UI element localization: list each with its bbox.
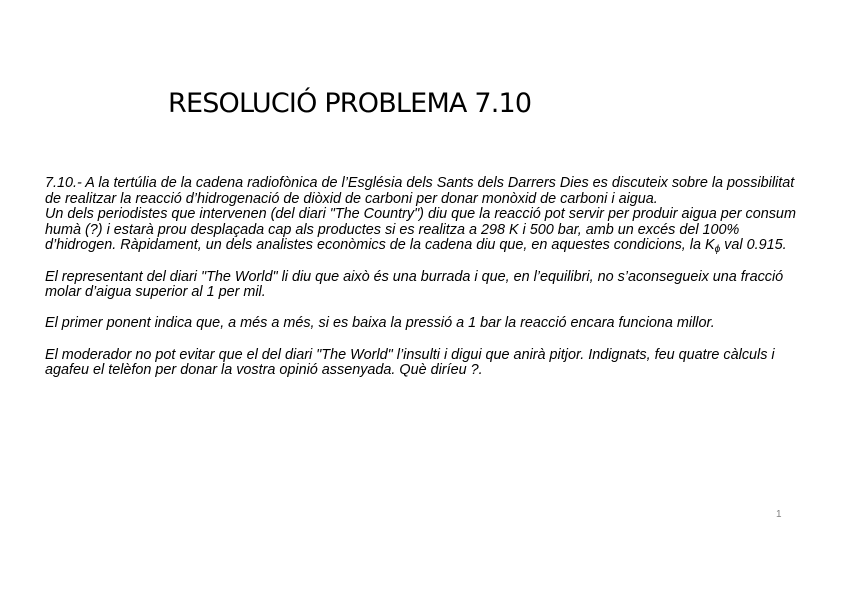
paragraph-journalist-text: Un dels periodistes que intervenen (del diari "The Country") diu que la reacció pot servir per produir aigua per consum humà (?) i estarà prou desplaçada cap als productes si es realitza a 298 K i 500 bar, amb un excés del 100% d’hidrogen. Ràpidament, un dels analistes econòmics de la cadena diu que, en aquestes condicions, la K <box>45 206 796 254</box>
k-phi-subscript: ϕ <box>714 244 721 256</box>
paragraph-intro: 7.10.- A la tertúlia de la cadena radiofònica de l’Església dels Sants dels Darrers Dies es discuteix sobre la possibilitat de realitzar la reacció d’hidrogenació de diòxid de carboni per donar monòxid de carboni i aigua. <box>45 175 795 207</box>
paragraph-the-world: El representant del diari "The World" li diu que això és una burrada i que, en l’equilibri, no s’aconsegueix una fracció molar d’aigua superior al 1 per mil. <box>45 268 784 301</box>
k-phi-value: val 0.915. <box>720 237 787 254</box>
page-number: 1 <box>776 509 782 520</box>
paragraph-journalist <box>45 207 805 254</box>
slide-title: RESOLUCIÓ PROBLEMA 7.10 <box>168 88 532 119</box>
paragraph-first-speaker: El primer ponent indica que, a més a més, si es baixa la pressió a 1 bar la reacció encara funciona millor. <box>45 315 715 332</box>
paragraph-moderator: El moderador no pot evitar que el del diari "The World" l’insulti i digui que anirà pitjor. Indignats, feu quatre càlculs i agafeu el telèfon per donar la vostra opinió assenyada. Què diríeu ?. <box>45 346 775 379</box>
problem-statement <box>45 176 805 379</box>
